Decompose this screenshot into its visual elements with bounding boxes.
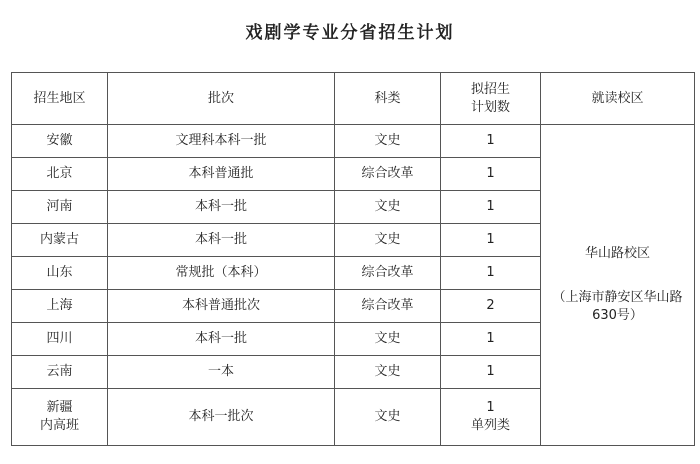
count-value: 1 bbox=[486, 400, 495, 415]
header-plan-count-line2: 计划数 bbox=[470, 99, 510, 115]
count-cell: 1 bbox=[441, 323, 541, 356]
region-cell: 上海 bbox=[12, 290, 108, 323]
count-cell: 1 bbox=[441, 125, 541, 158]
subject-cell: 综合改革 bbox=[335, 158, 441, 191]
region-cell: 四川 bbox=[12, 323, 108, 356]
count-cell bbox=[441, 389, 541, 446]
region-line2: 内高班 bbox=[39, 418, 79, 433]
header-subject: 科类 bbox=[335, 73, 441, 125]
campus-name: 华山路校区 bbox=[584, 246, 650, 261]
enrollment-plan-table bbox=[11, 72, 695, 446]
subject-cell: 综合改革 bbox=[335, 290, 441, 323]
batch-cell: 常规批（本科） bbox=[108, 257, 335, 290]
document-title: 戏剧学专业分省招生计划 bbox=[245, 23, 455, 43]
count-cell: 1 bbox=[441, 191, 541, 224]
header-campus: 就读校区 bbox=[541, 73, 695, 125]
campus-address: （上海市静安区华山路630号） bbox=[552, 290, 683, 323]
region-cell: 河南 bbox=[12, 191, 108, 224]
batch-cell: 本科一批次 bbox=[108, 389, 335, 446]
table-row bbox=[12, 125, 695, 158]
region-line1: 新疆 bbox=[46, 400, 73, 415]
batch-cell: 本科普通批 bbox=[108, 158, 335, 191]
header-row bbox=[12, 73, 695, 125]
count-note: 单列类 bbox=[470, 418, 510, 433]
header-plan-count-line1: 拟招生 bbox=[470, 81, 510, 97]
header-batch: 批次 bbox=[108, 73, 335, 125]
batch-cell: 本科一批 bbox=[108, 191, 335, 224]
region-cell bbox=[12, 389, 108, 446]
count-cell: 1 bbox=[441, 257, 541, 290]
region-cell: 山东 bbox=[12, 257, 108, 290]
region-cell: 云南 bbox=[12, 356, 108, 389]
subject-cell: 文史 bbox=[335, 125, 441, 158]
subject-cell: 文史 bbox=[335, 191, 441, 224]
subject-cell: 综合改革 bbox=[335, 257, 441, 290]
campus-cell bbox=[541, 125, 695, 446]
header-plan-count bbox=[441, 73, 541, 125]
region-cell: 安徽 bbox=[12, 125, 108, 158]
header-region: 招生地区 bbox=[12, 73, 108, 125]
region-cell: 北京 bbox=[12, 158, 108, 191]
subject-cell: 文史 bbox=[335, 224, 441, 257]
region-cell: 内蒙古 bbox=[12, 224, 108, 257]
batch-cell: 本科一批 bbox=[108, 224, 335, 257]
count-cell: 1 bbox=[441, 356, 541, 389]
batch-cell: 本科普通批次 bbox=[108, 290, 335, 323]
subject-cell: 文史 bbox=[335, 323, 441, 356]
subject-cell: 文史 bbox=[335, 356, 441, 389]
batch-cell: 一本 bbox=[108, 356, 335, 389]
subject-cell: 文史 bbox=[335, 389, 441, 446]
count-cell: 1 bbox=[441, 224, 541, 257]
batch-cell: 文理科本科一批 bbox=[108, 125, 335, 158]
count-cell: 2 bbox=[441, 290, 541, 323]
batch-cell: 本科一批 bbox=[108, 323, 335, 356]
count-cell: 1 bbox=[441, 158, 541, 191]
